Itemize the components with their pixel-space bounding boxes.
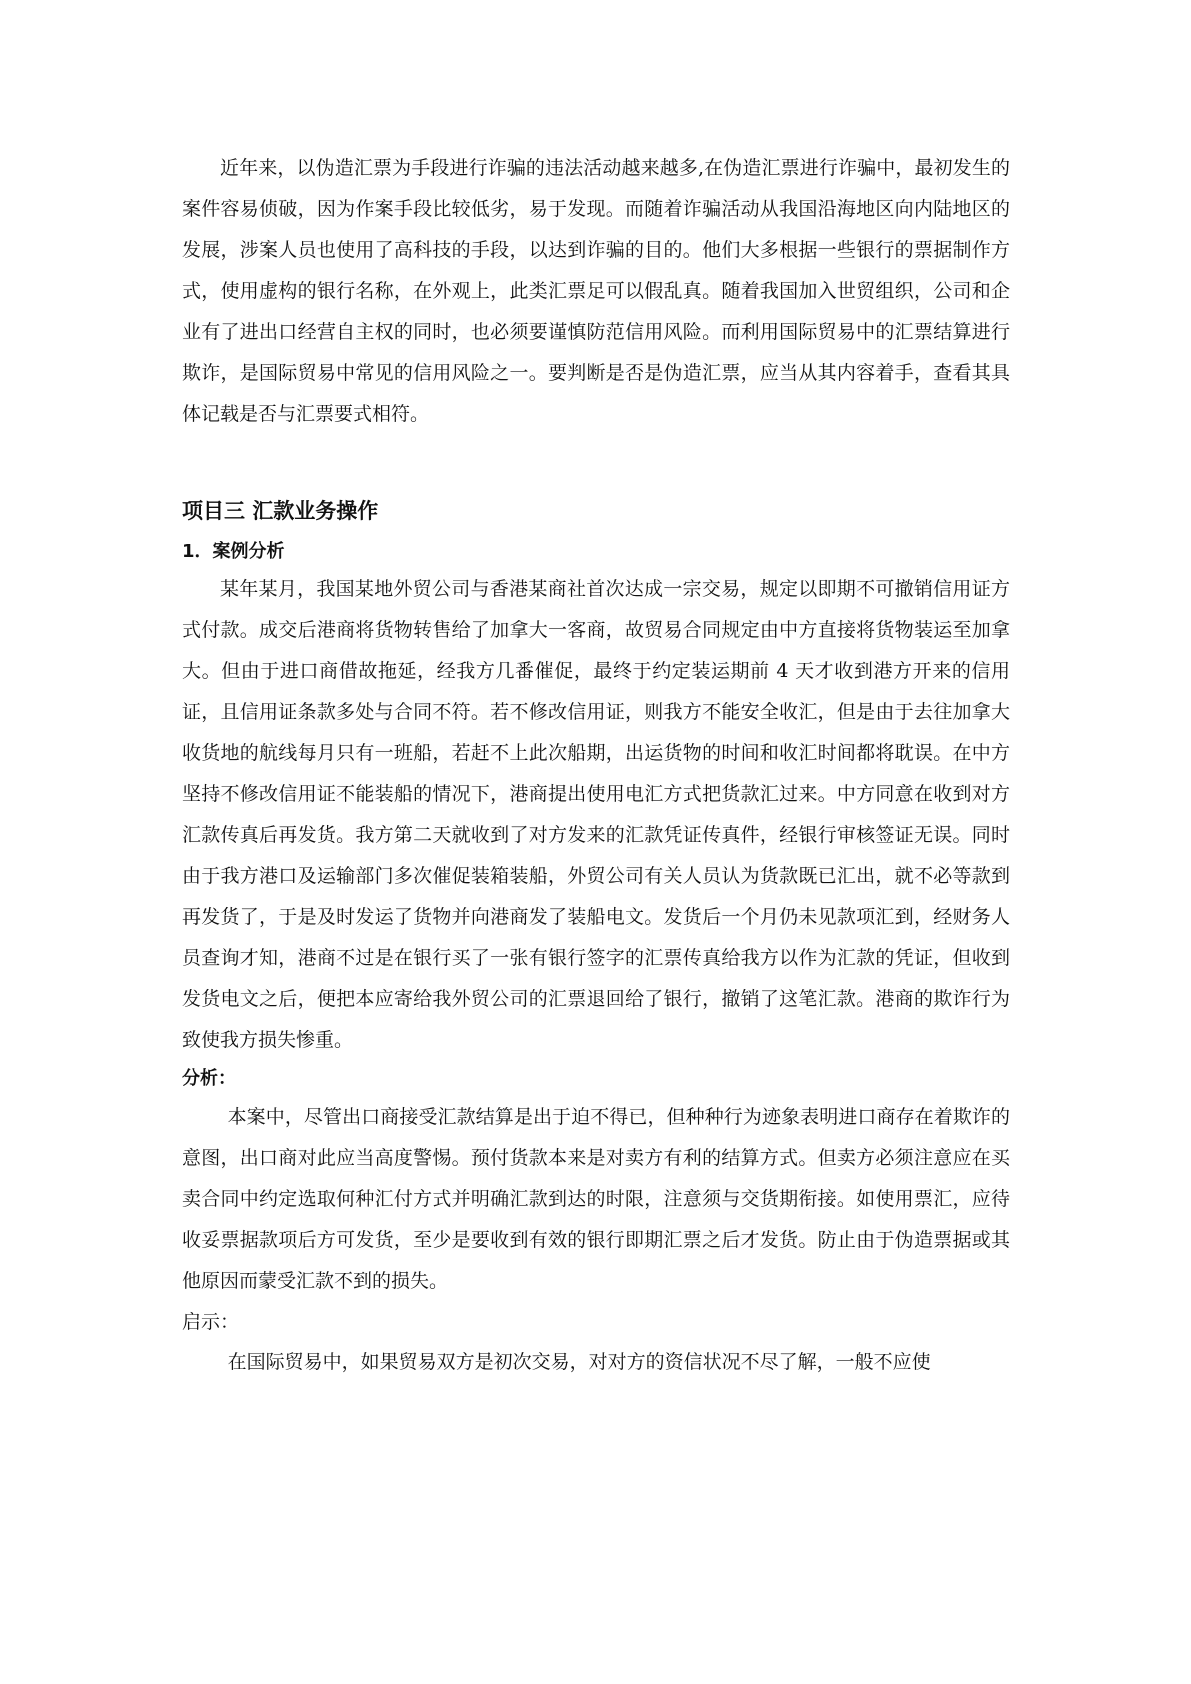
intro-paragraph: 近年来，以伪造汇票为手段进行诈骗的违法活动越来越多,在伪造汇票进行诈骗中，最初发生的案件容易侦破，因为作案手段比较低劣，易于发现。而随着诈骗活动从我国沿海地区向内陆地区的发展，涉案人员也使用了高科技的手段，以达到诈骗的目的。他们大多根据一些银行的票据制作方式，使用虚构的银行名称，在外观上，此类汇票足可以假乱真。随着我国加入世贸组织，公司和企业有了进出口经营自主权的同时，也必须要谨慎防范信用风险。而利用国际贸易中的汇票结算进行欺诈，是国际贸易中常见的信用风险之一。要判断是否是伪造汇票，应当从其内容着手，查看其具体记载是否与汇票要式相符。 (182, 157, 1010, 425)
case-analysis-heading: 1．案例分析 (182, 541, 285, 562)
insight-heading: 启示： (182, 1311, 240, 1333)
project-heading: 项目三 汇款业务操作 (182, 499, 379, 523)
document-body (182, 148, 1010, 1383)
analysis-paragraph: 本案中，尽管出口商接受汇款结算是出于迫不得已，但种种行为迹象表明进口商存在着欺诈的意图，出口商对此应当高度警惕。预付货款本来是对卖方有利的结算方式。但卖方必须注意应在买卖合同中约定选取何种汇付方式并明确汇款到达的时限，注意须与交货期衔接。如使用票汇，应待收妥票据款项后方可发货，至少是要收到有效的银行即期汇票之后才发货。防止由于伪造票据或其他原因而蒙受汇款不到的损失。 (182, 1106, 1010, 1292)
case-paragraph: 某年某月，我国某地外贸公司与香港某商社首次达成一宗交易，规定以即期不可撤销信用证方式付款。成交后港商将货物转售给了加拿大一客商，故贸易合同规定由中方直接将货物装运至加拿大。但由于进口商借故拖延，经我方几番催促，最终于约定装运期前 4 天才收到港方开来的信用证，且信用证条款多处与合同不符。若不修改信用证，则我方不能安全收汇，但是由于去往加拿大收货地的航线每月只有一班船，若赶不上此次船期，出运货物的时间和收汇时间都将耽误。在中方坚持不修改信用证不能装船的情况下，港商提出使用电汇方式把货款汇过来。中方同意在收到对方汇款传真后再发货。我方第二天就收到了对方发来的汇款凭证传真件，经银行审核签证无误。同时由于我方港口及运输部门多次催促装箱装船，外贸公司有关人员认为货款既已汇出，就不必等款到再发货了，于是及时发运了货物并向港商发了装船电文。发货后一个月仍未见款项汇到，经财务人员查询才知，港商不过是在银行买了一张有银行签字的汇票传真给我方以作为汇款的凭证，但收到发货电文之后，便把本应寄给我外贸公司的汇票退回给了银行，撤销了这笔汇款。港商的欺诈行为致使我方损失惨重。 (182, 578, 1010, 1051)
insight-paragraph: 在国际贸易中，如果贸易双方是初次交易，对对方的资信状况不尽了解，一般不应使 (227, 1351, 931, 1373)
analysis-heading: 分析： (182, 1068, 236, 1089)
